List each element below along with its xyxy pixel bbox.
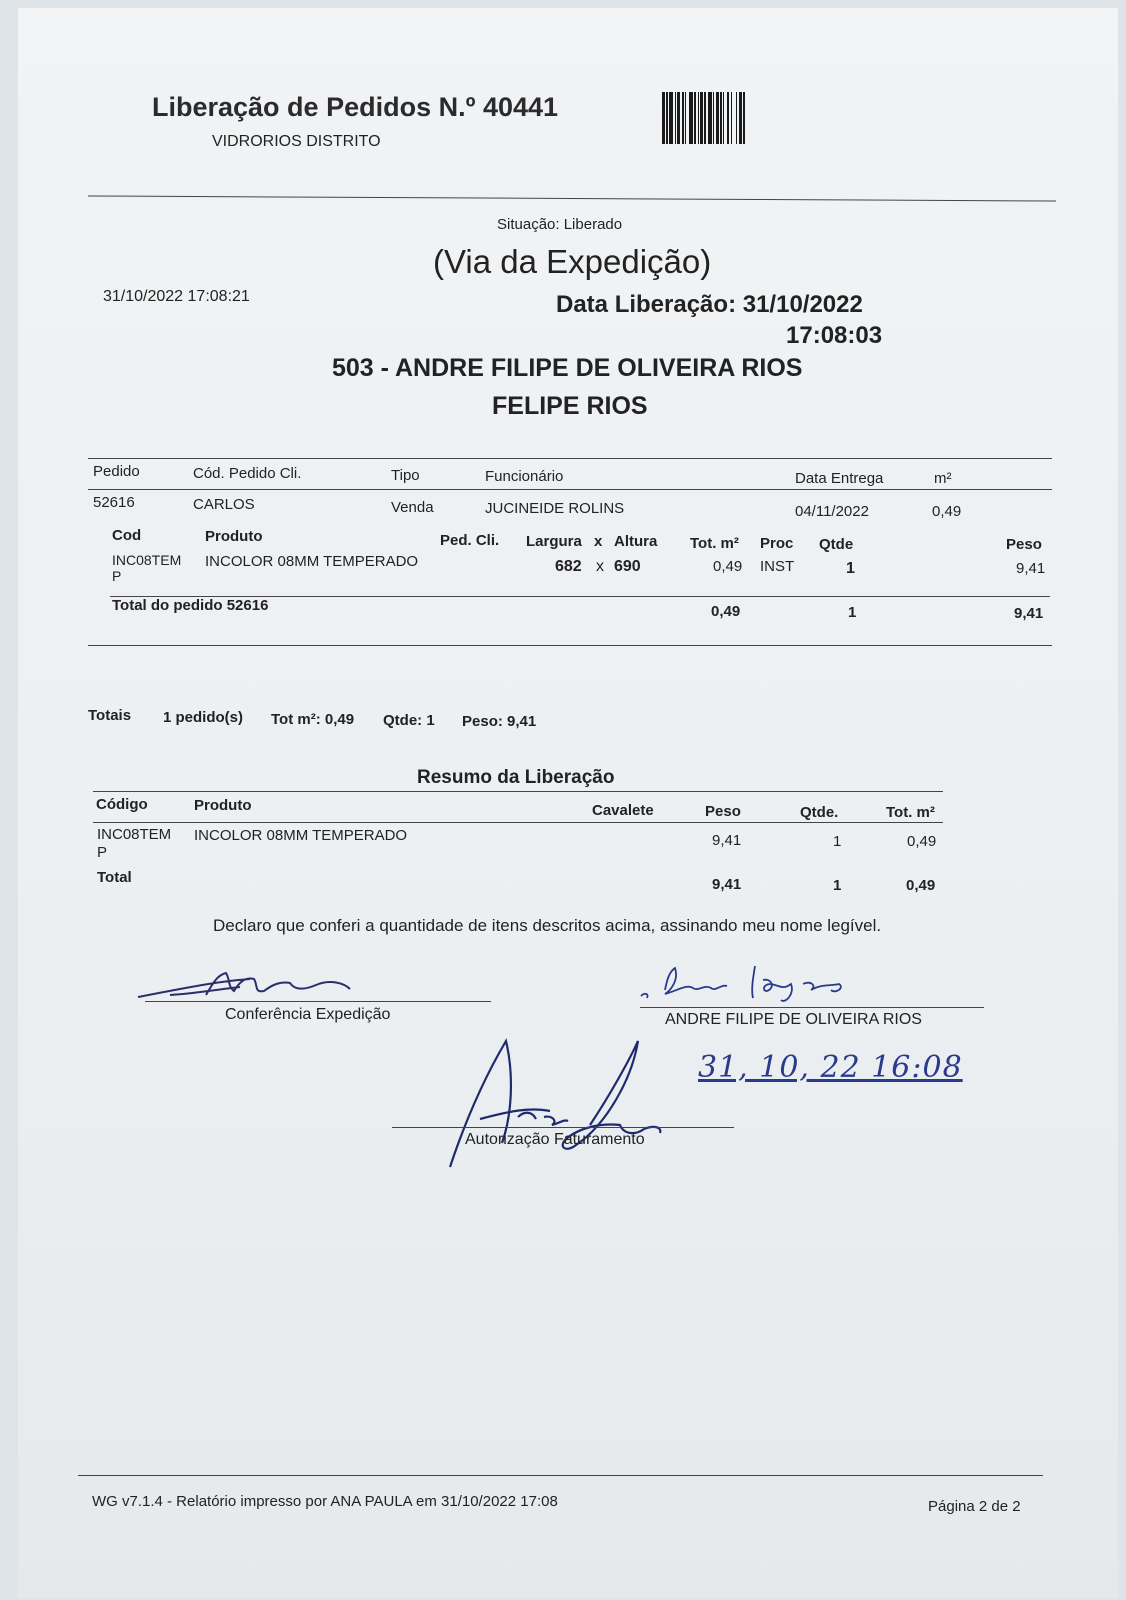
autorizacao-label: Autorização Faturamento	[465, 1131, 645, 1148]
col-funcionario: Funcionário	[485, 468, 564, 485]
resumo-title: Resumo da Liberação	[417, 767, 615, 788]
divider	[88, 645, 1052, 646]
cod-pedido-cli-value: CARLOS	[193, 496, 255, 513]
resumo-col-cavalete: Cavalete	[592, 802, 654, 819]
divider	[93, 822, 943, 823]
data-liberacao-label: Data Liberação: 31/10/2022	[556, 291, 863, 318]
m2-value: 0,49	[932, 503, 962, 520]
resumo-cod-cont: P	[97, 844, 108, 861]
totais-m2: Tot m²: 0,49	[271, 711, 355, 728]
document-title: Liberação de Pedidos N.º 40441	[152, 92, 559, 122]
col-qtde: Qtde	[819, 536, 854, 553]
resumo-total-label: Total	[97, 869, 132, 886]
item-tot-m2: 0,49	[713, 558, 743, 575]
resumo-qtde: 1	[833, 833, 842, 850]
resumo-col-qtde: Qtde.	[800, 804, 839, 821]
barcode-icon	[662, 92, 832, 146]
client-alias: FELIPE RIOS	[492, 392, 648, 420]
col-proc: Proc	[760, 535, 794, 552]
total-pedido-m2: 0,49	[711, 603, 741, 620]
col-cod: Cod	[112, 527, 142, 544]
via-label: (Via da Expedição)	[433, 243, 712, 280]
handwritten-date: 31, 10, 22 16:08	[698, 1050, 963, 1085]
totais-qtde: Qtde: 1	[383, 712, 435, 729]
resumo-tot-m2: 0,49	[907, 833, 937, 850]
signature-conferencia	[130, 965, 360, 1005]
col-data-entrega: Data Entrega	[795, 470, 884, 487]
col-m2: m²	[934, 470, 952, 487]
resumo-col-codigo: Código	[96, 796, 148, 813]
col-largura: Largura	[526, 533, 582, 550]
divider	[93, 791, 943, 792]
printed-timestamp: 31/10/2022 17:08:21	[103, 288, 250, 305]
resumo-col-produto: Produto	[194, 797, 252, 814]
signature-line	[640, 1007, 984, 1008]
tipo-value: Venda	[391, 499, 434, 516]
totais-peso: Peso: 9,41	[462, 713, 537, 730]
col-peso: Peso	[1006, 536, 1042, 553]
data-liberacao-time: 17:08:03	[786, 322, 883, 349]
totais-label: Totais	[88, 707, 132, 724]
divider	[88, 489, 1052, 490]
item-altura: 690	[614, 558, 641, 575]
page-number: Página 2 de 2	[928, 1498, 1021, 1515]
col-cod-pedido-cli: Cód. Pedido Cli.	[193, 465, 302, 482]
col-pedido: Pedido	[93, 463, 140, 480]
situacao-text: Situação: Liberado	[497, 216, 623, 233]
client-signature-name: ANDRE FILIPE DE OLIVEIRA RIOS	[665, 1011, 922, 1028]
footer-divider	[78, 1475, 1043, 1476]
item-proc: INST	[760, 558, 795, 575]
declaration-text: Declaro que conferi a quantidade de itens descritos acima, assinando meu nome legível.	[213, 916, 882, 935]
item-largura: 682	[555, 558, 582, 575]
resumo-produto: INCOLOR 08MM TEMPERADO	[194, 827, 408, 844]
resumo-total-peso: 9,41	[712, 876, 742, 893]
funcionario-value: JUCINEIDE ROLINS	[485, 500, 625, 517]
footer-printed-by: WG v7.1.4 - Relatório impresso por ANA PAULA em 31/10/2022 17:08	[92, 1493, 558, 1510]
resumo-cod: INC08TEM	[97, 826, 172, 843]
total-pedido-qtde: 1	[848, 604, 857, 621]
col-tipo: Tipo	[391, 467, 420, 484]
signature-autorizacao	[440, 1035, 690, 1175]
resumo-total-qtde: 1	[833, 877, 842, 894]
total-pedido-label: Total do pedido 52616	[112, 597, 269, 614]
col-x: x	[594, 533, 603, 550]
col-produto: Produto	[205, 528, 263, 545]
data-entrega-value: 04/11/2022	[795, 503, 869, 520]
col-altura: Altura	[614, 533, 658, 550]
item-x: x	[596, 558, 604, 575]
item-produto: INCOLOR 08MM TEMPERADO	[205, 553, 419, 570]
item-cod: INC08TEM	[112, 552, 182, 568]
totais-pedidos: 1 pedido(s)	[163, 709, 244, 726]
resumo-col-peso: Peso	[705, 803, 741, 820]
client-name: 503 - ANDRE FILIPE DE OLIVEIRA RIOS	[332, 354, 803, 382]
signature-line	[392, 1127, 734, 1128]
item-cod-cont: P	[112, 568, 122, 584]
resumo-total-m2: 0,49	[906, 877, 936, 894]
col-tot-m2: Tot. m²	[690, 535, 739, 552]
resumo-col-tot-m2: Tot. m²	[886, 804, 935, 821]
item-peso: 9,41	[1016, 560, 1046, 577]
pedido-value: 52616	[93, 494, 135, 511]
resumo-peso: 9,41	[712, 832, 742, 849]
item-qtde: 1	[846, 560, 855, 577]
col-ped-cli: Ped. Cli.	[440, 532, 500, 549]
divider	[88, 458, 1052, 459]
conferencia-label: Conferência Expedição	[225, 1006, 391, 1023]
signature-line	[145, 1001, 491, 1002]
total-pedido-peso: 9,41	[1014, 605, 1044, 622]
signature-client	[635, 960, 865, 1006]
company-name: VIDRORIOS DISTRITO	[212, 133, 381, 150]
